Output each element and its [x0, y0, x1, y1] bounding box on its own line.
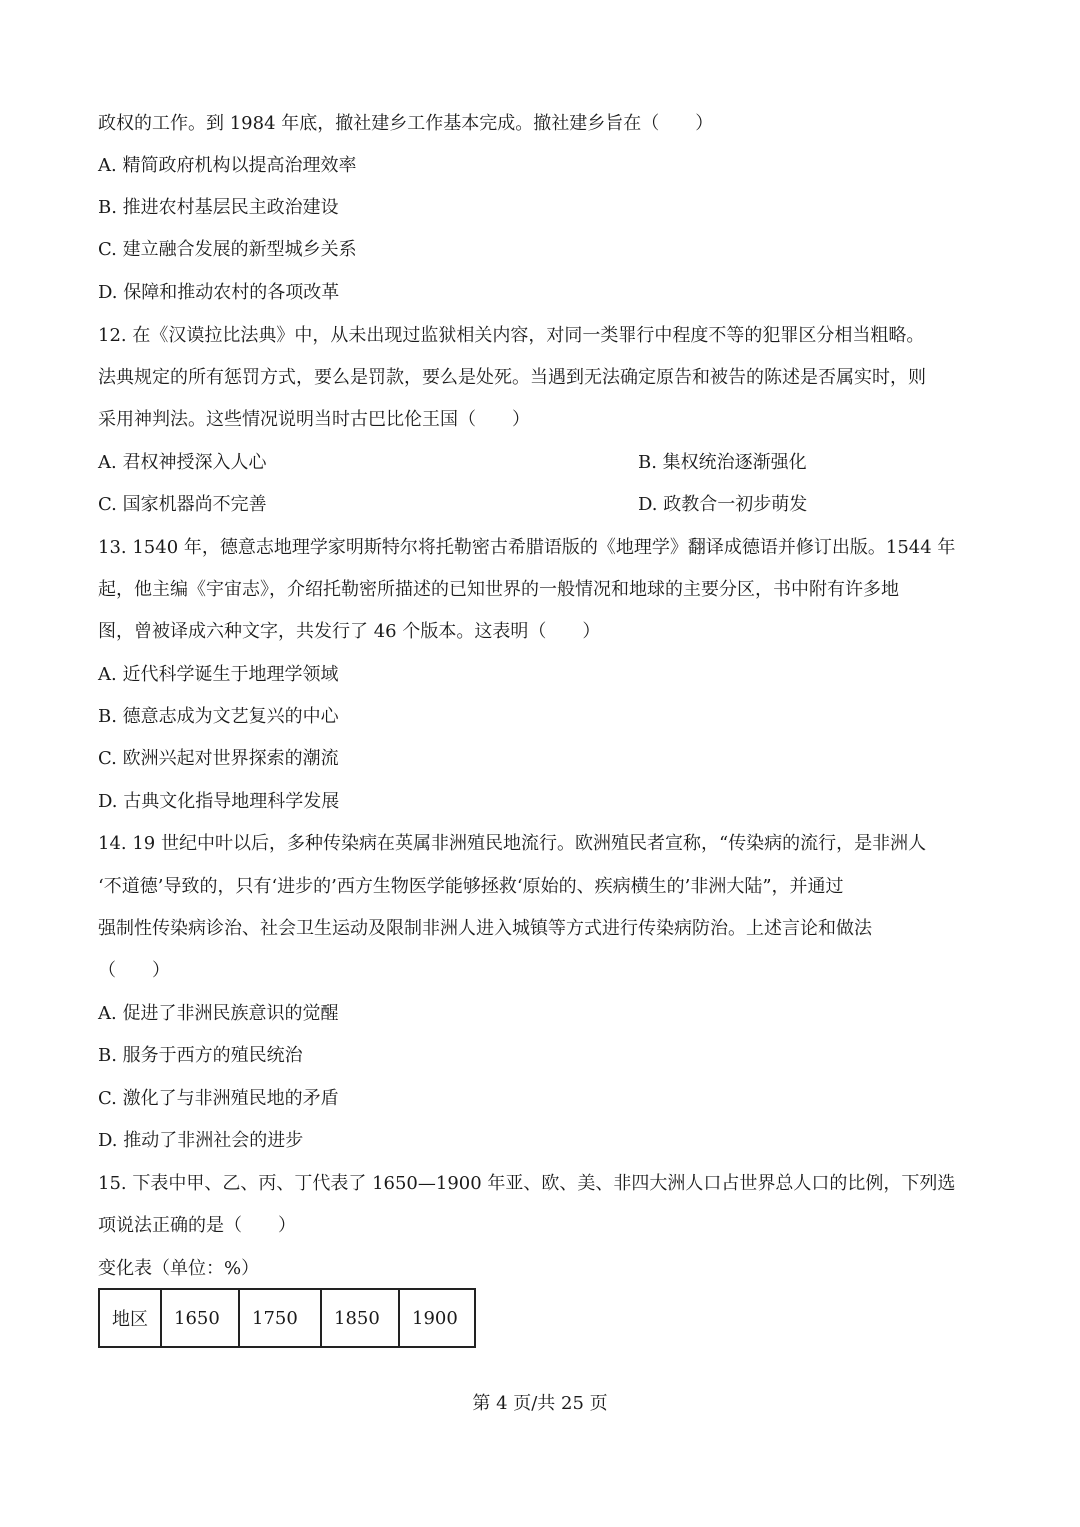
- q15-table-caption: 变化表（单位：%）: [98, 1258, 260, 1279]
- q12-option-a: A. 君权神授深入人心: [98, 452, 267, 473]
- q15-stem-line-2: 项说法正确的是（ ）: [98, 1215, 296, 1236]
- q13-option-a: A. 近代科学诞生于地理学领域: [98, 664, 339, 685]
- q14-stem-line-3: 强制性传染病诊治、社会卫生运动及限制非洲人进入城镇等方式进行传染病防治。上述言论和做法: [98, 918, 872, 939]
- table-header-cell-region: 地区: [99, 1289, 161, 1347]
- q15-stem-line-1: 15. 下表中甲、乙、丙、丁代表了 1650—1900 年亚、欧、美、非四大洲人口占世界总人口的比例，下列选: [98, 1173, 956, 1194]
- q14-option-a: A. 促进了非洲民族意识的觉醒: [98, 1003, 339, 1024]
- q12-stem-line-1: 12. 在《汉谟拉比法典》中，从未出现过监狱相关内容，对同一类罪行中程度不等的犯罪区分相当粗略。: [98, 325, 925, 346]
- population-table: [98, 1288, 476, 1348]
- q13-option-c: C. 欧洲兴起对世界探索的潮流: [98, 748, 339, 769]
- table-header-row: [99, 1289, 475, 1347]
- q13-stem-line-3: 图，曾被译成六种文字，共发行了 46 个版本。这表明（ ）: [98, 621, 601, 642]
- table-header-cell-1650: 1650: [161, 1289, 239, 1347]
- q14-stem-line-1: 14. 19 世纪中叶以后，多种传染病在英属非洲殖民地流行。欧洲殖民者宣称，“传染病的流行，是非洲人: [98, 833, 927, 854]
- q14-option-c: C. 激化了与非洲殖民地的矛盾: [98, 1088, 339, 1109]
- q11-option-c: C. 建立融合发展的新型城乡关系: [98, 239, 357, 260]
- q13-option-b: B. 德意志成为文艺复兴的中心: [98, 706, 339, 727]
- q14-option-d: D. 推动了非洲社会的进步: [98, 1130, 304, 1151]
- table-header-cell-1900: 1900: [399, 1289, 475, 1347]
- q13-option-d: D. 古典文化指导地理科学发展: [98, 791, 340, 812]
- table-header-cell-1750: 1750: [239, 1289, 321, 1347]
- q11-option-b: B. 推进农村基层民主政治建设: [98, 197, 339, 218]
- q11-stem-tail: 政权的工作。到 1984 年底，撤社建乡工作基本完成。撤社建乡旨在（ ）: [98, 113, 714, 134]
- q11-option-d: D. 保障和推动农村的各项改革: [98, 282, 340, 303]
- q14-stem-line-2: ‘不道德’导致的，只有‘进步的’西方生物医学能够拯救‘原始的、疾病横生的’非洲大陆”，并通过: [98, 876, 844, 897]
- q13-stem-line-2: 起，他主编《宇宙志》，介绍托勒密所描述的已知世界的一般情况和地球的主要分区，书中附有许多地: [98, 579, 899, 600]
- q12-stem-line-2: 法典规定的所有惩罚方式，要么是罚款，要么是处死。当遇到无法确定原告和被告的陈述是否属实时，则: [98, 367, 926, 388]
- q12-option-b: B. 集权统治逐渐强化: [638, 452, 807, 473]
- q14-option-b: B. 服务于西方的殖民统治: [98, 1045, 303, 1066]
- q12-option-d: D. 政教合一初步萌发: [638, 494, 808, 515]
- page-footer: 第 4 页/共 25 页: [472, 1393, 608, 1414]
- q11-option-a: A. 精简政府机构以提高治理效率: [98, 155, 357, 176]
- q13-stem-line-1: 13. 1540 年，德意志地理学家明斯特尔将托勒密古希腊语版的《地理学》翻译成德语并修订出版。1544 年: [98, 537, 956, 558]
- q12-option-row-1: [98, 451, 988, 475]
- q12-stem-line-3: 采用神判法。这些情况说明当时古巴比伦王国（ ）: [98, 409, 530, 430]
- q12-option-c: C. 国家机器尚不完善: [98, 494, 267, 515]
- table-header-cell-1850: 1850: [321, 1289, 399, 1347]
- q12-option-row-2: [98, 493, 988, 517]
- q14-stem-line-4: （ ）: [98, 960, 170, 981]
